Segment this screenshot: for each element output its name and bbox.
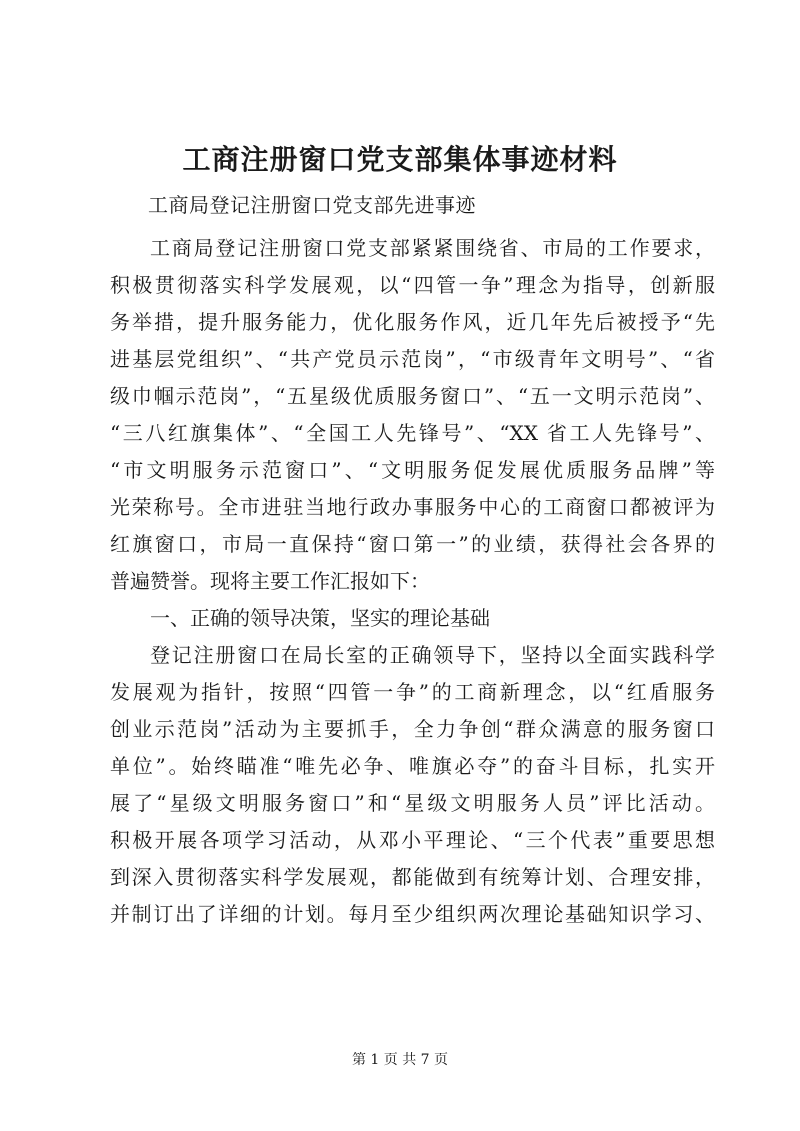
document-title: 工商注册窗口党支部集体事迹材料 bbox=[182, 143, 618, 176]
text-line: 级巾帼示范岗”，“五星级优质服务窗口”、“五一文明示范岗”、 bbox=[110, 384, 715, 408]
text-line: 积极开展各项学习活动，从邓小平理论、“三个代表”重要思想 bbox=[110, 828, 715, 852]
section-heading: 一、正确的领导决策，坚实的理论基础 bbox=[150, 606, 490, 630]
text-line: 到深入贯彻落实科学发展观，都能做到有统筹计划、合理安排， bbox=[110, 865, 715, 889]
text-line: “三八红旗集体”、“全国工人先锋号”、“XX 省工人先锋号”、 bbox=[110, 421, 715, 445]
text-line: 普遍赞誉。现将主要工作汇报如下： bbox=[110, 569, 430, 593]
text-line: 发展观为指针，按照“四管一争”的工商新理念，以“红盾服务 bbox=[110, 680, 715, 704]
text-line: 单位”。始终瞄准“唯先必争、唯旗必夺”的奋斗目标，扎实开 bbox=[110, 754, 715, 778]
text-line: 展了“星级文明服务窗口”和“星级文明服务人员”评比活动。 bbox=[110, 791, 715, 815]
paragraph-1 bbox=[110, 230, 715, 933]
text-line: 创业示范岗”活动为主要抓手，全力争创“群众满意的服务窗口 bbox=[110, 717, 715, 741]
text-line: 红旗窗口，市局一直保持“窗口第一”的业绩，获得社会各界的 bbox=[110, 532, 715, 556]
text-line: 光荣称号。全市进驻当地行政办事服务中心的工商窗口都被评为 bbox=[110, 495, 715, 519]
text-line: 进基层党组织”、“共产党员示范岗”，“市级青年文明号”、“省 bbox=[110, 347, 715, 371]
text-line: 工商局登记注册窗口党支部紧紧围绕省、市局的工作要求， bbox=[150, 236, 715, 260]
text-line: 登记注册窗口在局长室的正确领导下，坚持以全面实践科学 bbox=[150, 643, 715, 667]
text-line: 并制订出了详细的计划。每月至少组织两次理论基础知识学习、 bbox=[110, 902, 715, 926]
text-line: 务举措，提升服务能力，优化服务作风，近几年先后被授予“先 bbox=[110, 310, 715, 334]
page-number-footer: 第 1 页 共 7 页 bbox=[351, 1052, 449, 1068]
document-subtitle: 工商局登记注册窗口党支部先进事迹 bbox=[148, 193, 476, 217]
text-line: 积极贯彻落实科学发展观，以“四管一争”理念为指导，创新服 bbox=[110, 273, 715, 297]
text-line: “市文明服务示范窗口”、“文明服务促发展优质服务品牌”等 bbox=[110, 458, 715, 482]
